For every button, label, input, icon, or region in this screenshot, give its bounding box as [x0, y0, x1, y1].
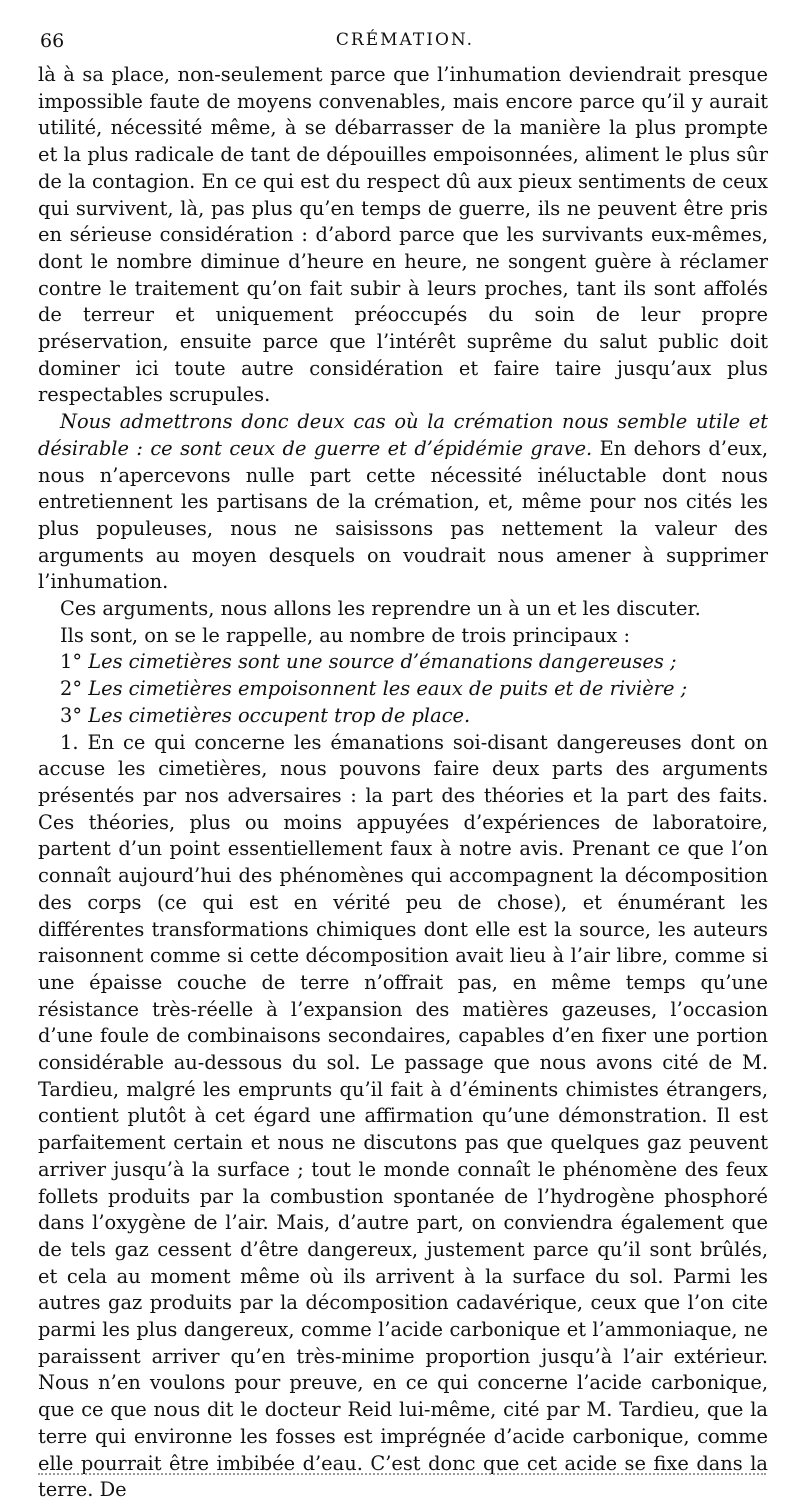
paragraph: Ces arguments, nous allons les reprendre un à un et les discuter. — [60, 597, 701, 621]
page-number: 66 — [40, 30, 65, 52]
paragraph: là à sa place, non-seulement parce que l’inhumation deviendrait presque impossible faute de moyens convenables, mais encore parce qu’il y aurait utilité, nécessité même, à se débarrasser de la manière la plus prompte et la plus radicale de tant de dépouilles empoisonnées, aliment le plus sûr de la contagion. En ce qui est du respect dû aux pieux sentiments de ceux qui survivent, là, pas plus qu’en temps de guerre, ils ne peuvent être pris en sérieuse considération : d’abord parce que les survivants eux-mêmes, dont le nombre diminue d’heure en heure, ne songent guère à réclamer contre le traitement qu’on fait subir à leurs proches, tant ils sont affolés de terreur et uniquement préoccupés du soin de leur propre préservation, ensuite parce que l’intérêt suprême du salut public doit dominer ici toute autre considération et faire taire jusqu’aux plus respectables scrupules. — [38, 63, 768, 407]
footer-rule — [38, 1473, 766, 1475]
list-text: Les cimetières occupent trop de place. — [88, 703, 471, 727]
list-number: 2° — [60, 677, 83, 701]
list-item — [38, 649, 768, 676]
page-header — [40, 30, 770, 60]
running-head: CRÉMATION. — [335, 30, 475, 50]
list-number: 3° — [60, 703, 83, 727]
list-item — [38, 703, 768, 730]
list-item — [38, 676, 768, 703]
paragraph: Ils sont, on se le rappelle, au nombre de trois principaux : — [60, 623, 631, 647]
list-number: 1° — [60, 650, 83, 674]
italic-sentence: Nous admettrons donc deux cas où la crémation nous semble utile et désirable : ce sont ceux de guerre et d’épidémie grave. — [38, 410, 768, 460]
section-number: 1. — [60, 730, 79, 754]
list-text: Les cimetières sont une source d’émanations dangereuses ; — [88, 650, 677, 674]
paragraph — [38, 730, 768, 1504]
paragraph-text: En ce qui concerne les émanations soi-disant dangereuses dont on accuse les cimetières, nous pouvons faire deux parts des arguments présentés par nos adversaires : la part des théories et la part des faits. Ces théories, plus ou moins appuyées d’expériences de laboratoire, partent d’un point essentiellement faux à notre avis. Prenant ce que l’on connaît aujourd’hui des phénomènes qui accompagnent la décomposition des corps (ce qui est en vérité peu de chose), et énumérant les différentes transformations chimiques dont elle est la source, les auteurs raisonnent comme si cette décomposition avait lieu à l’air libre, comme si une épaisse couche de terre n’offrait pas, en même temps qu’une résistance très-réelle à l’expansion des matières gazeuses, l’occasion d’une foule de combinaisons secondaires, capables d’en fixer une portion considérable au-dessous du sol. Le passage que nous avons cité de M. Tardieu, malgré les emprunts qu’il fait à d’éminents chimistes étrangers, contient plutôt à cet égard une affirmation qu’une démonstration. Il est parfaitement certain et nous ne discutons pas que quelques gaz peuvent arriver jusqu’à la surface ; tout le monde connaît le phénomène des feux follets produits par la combustion spontanée de l’hydrogène phosphoré dans l’oxygène de l’air. Mais, d’autre part, on conviendra également que de tels gaz cessent d’être dangereux, justement parce qu’il sont brûlés, et cela au moment même où ils arrivent à la surface du sol. Parmi les autres gaz produits par la décomposition cadavérique, ceux que l’on cite parmi les plus dangereux, comme l’acide carbonique et l’ammoniaque, ne paraissent arriver qu’en très-minime proportion jusqu’à l’air extérieur. Nous n’en voulons pour preuve, en ce qui concerne l’acide carbonique, que ce que nous dit le docteur Reid lui-même, cité par M. Tardieu, que la terre qui environne les fosses est imprégnée d’acide carbonique, comme elle pourrait être imbibée d’eau. C’est donc que cet acide se fixe dans la terre. De — [38, 730, 768, 1502]
paragraph-text: En dehors d’eux, nous n’apercevons nulle part cette nécessité inéluctable dont nous entretiennent les partisans de la crémation, et, même pour nos cités les plus populeuses, nous ne saisissons pas nettement la valeur des arguments au moyen desquels on voudrait nous amener à supprimer l’inhumation. — [38, 436, 769, 594]
body-text — [38, 62, 768, 1504]
paragraph — [38, 409, 768, 596]
list-text: Les cimetières empoisonnent les eaux de puits et de rivière ; — [88, 677, 688, 701]
